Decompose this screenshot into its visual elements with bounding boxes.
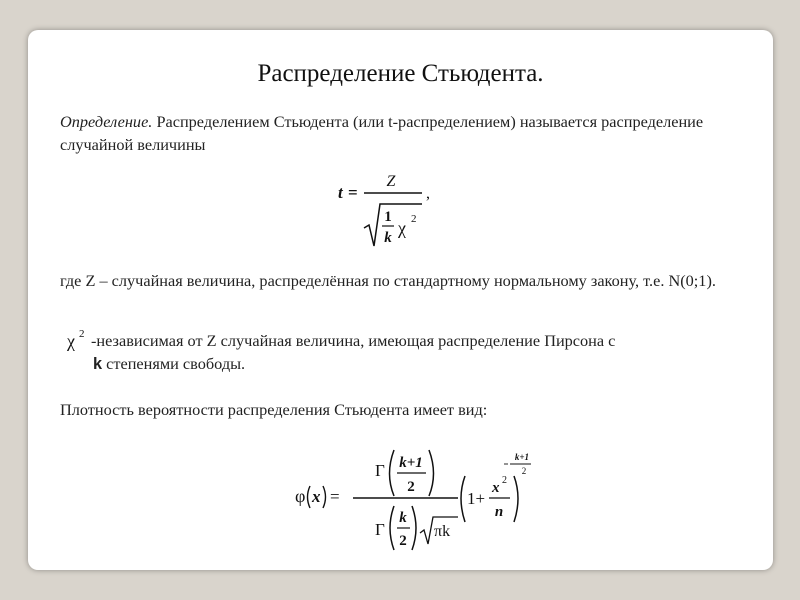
one-plus: 1+: [467, 489, 486, 508]
gamma-top-paren-left: [390, 450, 395, 496]
gamma-top-two: 2: [407, 479, 415, 495]
chi-description-k: k: [93, 355, 103, 373]
power-paren-right: [514, 476, 518, 522]
slide: [28, 30, 773, 570]
definition-label: Определение.: [60, 112, 153, 131]
phi-equals: =: [330, 487, 340, 506]
chi-description-line1: -независимая от Z случайная величина, имеющая распределение Пирсона с: [91, 331, 616, 350]
phi-paren-left: [308, 486, 311, 508]
power-n: n: [494, 504, 504, 520]
t-lhs: t: [338, 183, 343, 202]
phi-x: x: [312, 487, 321, 506]
density-formula: [293, 440, 533, 554]
phi-paren-right: [323, 486, 326, 508]
definition-paragraph: [60, 110, 750, 156]
power-x-sup: 2: [502, 475, 507, 486]
chi-letter: χ: [67, 331, 75, 351]
t-numerator: Z: [386, 173, 396, 190]
gamma-top-k-plus-1: k+1: [399, 455, 423, 471]
power-x: x: [492, 480, 500, 496]
gamma-top-paren-right: [429, 450, 434, 496]
z-description: где Z – случайная величина, распределённая по стандартному нормальному закону, т.е. N(0;1).: [60, 271, 716, 290]
power-paren-left: [461, 476, 465, 522]
t-k: k: [384, 230, 392, 246]
gamma-bottom-k: k: [399, 510, 407, 526]
gamma-bottom-paren-left: [390, 506, 394, 550]
gamma-bottom: Γ: [375, 520, 385, 539]
exponent-numerator: k+1: [514, 452, 529, 462]
t-formula: [336, 168, 436, 252]
gamma-bottom-paren-right: [412, 506, 416, 550]
chi-description-line2: степенями свободы.: [102, 354, 246, 373]
t-chi: χ: [398, 218, 406, 238]
pi-k: πk: [434, 523, 451, 540]
chi-squared-symbol: [66, 326, 92, 352]
chi-superscript: 2: [79, 328, 85, 340]
t-equals: =: [348, 183, 358, 202]
slide-title: Распределение Стьюдента.: [257, 60, 544, 87]
definition-text: Распределением Стьюдента (или t-распределением) называется распределение случайной величины: [60, 112, 704, 154]
t-chi-sup: 2: [411, 213, 417, 225]
exponent-denominator: 2: [521, 466, 527, 476]
chi-description: [91, 329, 761, 376]
t-comma: ,: [426, 185, 430, 202]
t-one: 1: [384, 209, 392, 225]
gamma-bottom-two: 2: [399, 533, 407, 549]
density-intro: Плотность вероятности распределения Стьюдента имеет вид:: [60, 400, 488, 419]
phi-symbol: φ: [295, 486, 306, 506]
gamma-top: Γ: [375, 461, 385, 480]
t-sqrt-sign: [364, 204, 422, 246]
